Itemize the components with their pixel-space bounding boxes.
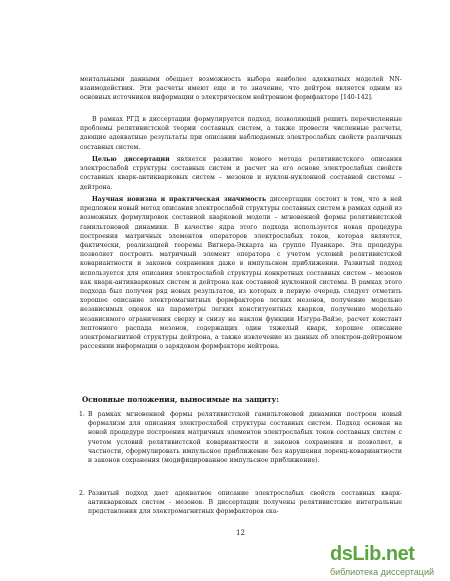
list-item-text: В рамках мгновенной формы релятивистской гамильтоновой динамики построен новый формализм для описания электрослабой структуры составных систем. Подход основан на новой процедуре построения матричных элементов электрослабых токов составных систем с учетом условий релятивистской ковариантности и законов сохранения и позволяет, в частности, сформулировать импульсное приближение без нарушения лоренц-ковариантности и законов сохранения (модифицированное импульсное приближение). (88, 411, 402, 465)
novelty-text: диссертации состоит в том, что в ней предложен новый метод описания электрослабой структуры составных систем в рамках одной из возможных формулировок составной кварковой модели – мгновенной формы релятивистской гамильтоновой динамики. В качестве ядра этого подхода используется новая процедура построения матричных элементов операторов электрослабых токов, которая является, фактически, реализацией теоремы Вигнера-Эккарта на группе Пуанкаре. Эта процедура позволяет построить матричный элемент оператора с учетом условий релятивистской ковариантности и законов сохранения даже в импульсном приближении. Развитый подход используется для описания электрослабой структуры конкретных составных систем – мезонов как кварк-антикварковых систем и дейтрона как составной нуклонной системы. В рамках этого подхода был получен ряд новых результатов, из которых в первую очередь следует отметить хорошее описание электромагнитных формфакторов легких мезонов, получение модельно независимых оценок на параметры легких конституентных кварков, получение модельно независимого ограничения сверху и снизу на наклон функции Изгура-Вайзе, расчет констант лептонного распада мезонов, содержащих один тяжелый кварк, хорошее описание электромагнитной структуры дейтрона, а также извлечение из данных об электрон-дейтронном рассеянии информации о зарядовом формфакторе нейтрона. (80, 196, 402, 351)
paragraph-novelty (80, 195, 402, 351)
paragraph-1: ментальными данными обещает возможность выбора наиболее адекватных моделей NN-взаимодействия. Эти расчеты имеют еще и то значение, что дейтрон является одним из основных источников информации о электрическом нейтронном формфакторе [140-142]. (80, 76, 402, 102)
list-item-number: 2. (79, 490, 85, 497)
section-heading: Основные положения, выносимые на защиту: (82, 395, 279, 404)
watermark (330, 543, 448, 579)
paragraph-goal (80, 155, 402, 192)
goal-label: Целью диссертации (92, 156, 170, 163)
paragraph-2: В рамках РГД в диссертации формулируется подход, позволяющий решить перечисленные проблемы релятивистской теории составных систем, а также провести численные расчеты, дающие адекватные результаты при описании наблюдаемых электрослабых свойств различных составных систем. (80, 116, 402, 151)
list-item-text: Развитый подход дает адекватное описание электрослабых свойств составных кварк-антикварковых систем - мезонов. В диссертации получены релятивистские интегральные представления для электромагнитных формфакторов ска- (88, 490, 402, 516)
watermark-logo: dsLib.net (330, 543, 415, 565)
list-item (79, 410, 402, 465)
goal-text: является развитие нового метода релятивистского описания электрослабой структуры составных систем и расчет на его основе электрослабых свойств составных кварк-антикварковых систем – мезонов и нуклон-нуклонной составной системы – дейтрона. (80, 156, 402, 191)
list-item-number: 1. (79, 411, 85, 418)
list-item (79, 489, 402, 517)
watermark-subtitle: библиотека диссертаций (330, 567, 435, 577)
page-number: 12 (236, 529, 245, 537)
novelty-label: Научная новизна и практическая значимость (92, 196, 267, 203)
